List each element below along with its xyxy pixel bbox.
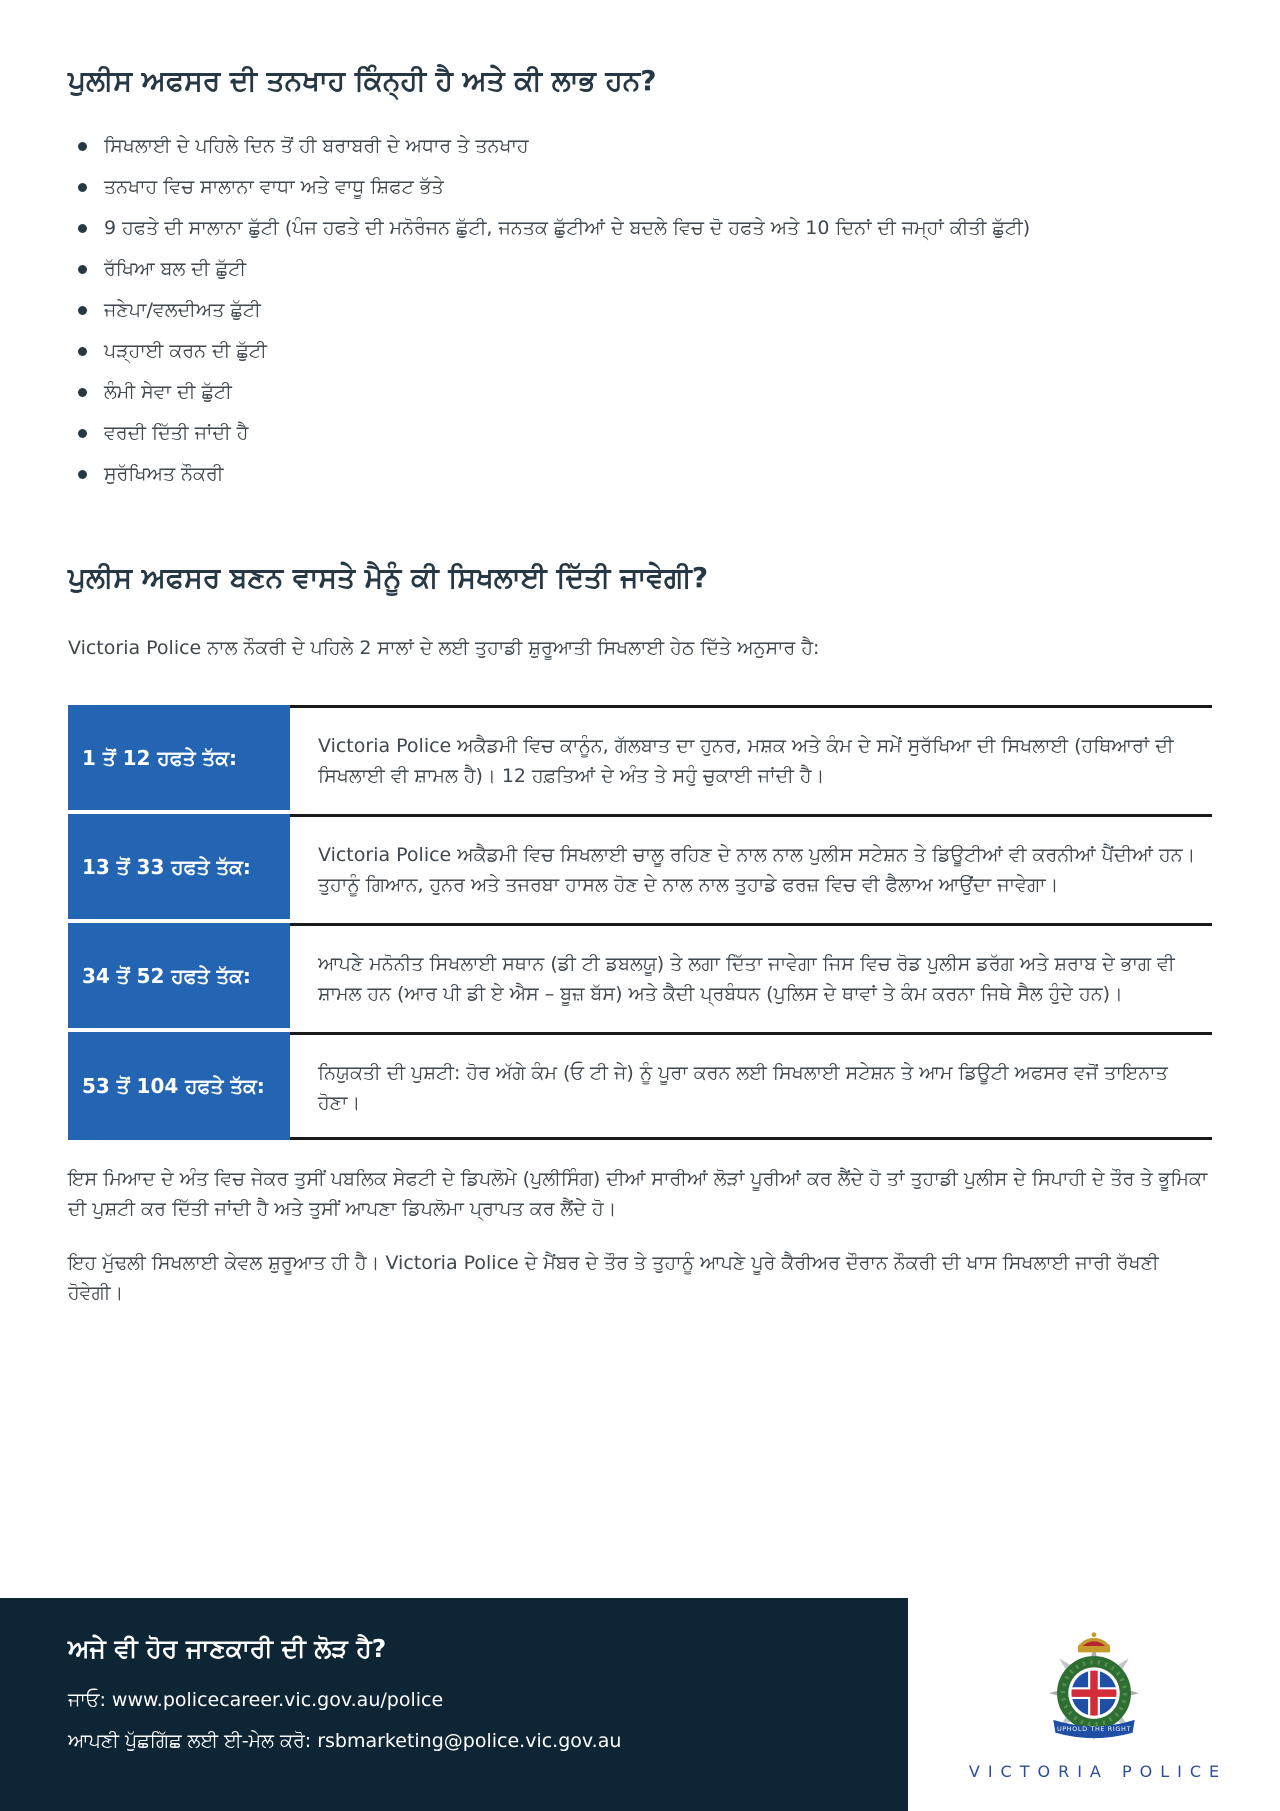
bullet-icon bbox=[78, 183, 87, 192]
table-row bbox=[68, 814, 1212, 919]
list-item bbox=[68, 462, 1212, 487]
list-item bbox=[68, 257, 1212, 282]
bullet-icon bbox=[78, 470, 87, 479]
week-range-description: Victoria Police ਅਕੈਡਮੀ ਵਿਚ ਕਾਨੂੰਨ, ਗੱਲਬਾਤ ਦਾ ਹੁਨਰ, ਮਸ਼ਕ ਅਤੇ ਕੰਮ ਦੇ ਸਮੇਂ ਸੁਰੱਖਿਆ ਦੀ ਸਿਖਲਾਈ (ਹਥਿਆਰਾਂ ਦੀ ਸਿਖਲਾਈ ਵੀ ਸ਼ਾਮਲ ਹੈ)। 12 ਹਫ਼ਤਿਆਂ ਦੇ ਅੰਤ ਤੇ ਸਹੁੰ ਚੁਕਾਈ ਜਾਂਦੀ ਹੈ। bbox=[290, 705, 1212, 810]
bullet-icon bbox=[78, 429, 87, 438]
list-item bbox=[68, 134, 1212, 159]
list-item bbox=[68, 298, 1212, 323]
victoria-police-crest-icon bbox=[1019, 1632, 1169, 1750]
bullet-text: ਲੰਮੀ ਸੇਵਾ ਦੀ ਛੁੱਟੀ bbox=[104, 381, 232, 403]
visit-label: ਜਾਓ: bbox=[68, 1689, 106, 1711]
bullet-text: ਸਿਖਲਾਈ ਦੇ ਪਹਿਲੇ ਦਿਨ ਤੋਂ ਹੀ ਬਰਾਬਰੀ ਦੇ ਅਧਾਰ ਤੇ ਤਨਖਾਹ bbox=[104, 135, 529, 157]
bullet-icon bbox=[78, 142, 87, 151]
email-line bbox=[68, 1729, 878, 1753]
list-item bbox=[68, 380, 1212, 405]
training-outro-paragraph: ਇਹ ਮੁੱਢਲੀ ਸਿਖਲਾਈ ਕੇਵਲ ਸ਼ੁਰੂਆਤ ਹੀ ਹੈ। Victoria Police ਦੇ ਮੈਂਬਰ ਦੇ ਤੌਰ ਤੇ ਤੁਹਾਨੂੰ ਆਪਣੇ ਪੂਰੇ ਕੈਰੀਅਰ ਦੌਰਾਨ ਨੌਕਰੀ ਦੀ ਖਾਸ ਸਿਖਲਾਈ ਜਾਰੀ ਰੱਖਣੀ ਹੋਵੇਗੀ। bbox=[68, 1252, 1159, 1304]
bullet-text: 9 ਹਫਤੇ ਦੀ ਸਾਲਾਨਾ ਛੁੱਟੀ (ਪੰਜ ਹਫਤੇ ਦੀ ਮਨੋਰੰਜਨ ਛੁੱਟੀ, ਜਨਤਕ ਛੁੱਟੀਆਂ ਦੇ ਬਦਲੇ ਵਿਚ ਦੋ ਹਫਤੇ ਅਤੇ 10 ਦਿਨਾਂ ਦੀ ਜਮ੍ਹਾਂ ਕੀਤੀ ਛੁੱਟੀ) bbox=[104, 217, 1031, 239]
bullet-text: ਤਨਖਾਹ ਵਿਚ ਸਾਲਾਨਾ ਵਾਧਾ ਅਤੇ ਵਾਧੂ ਸ਼ਿਫਟ ਭੱਤੇ bbox=[104, 176, 444, 198]
list-item bbox=[68, 216, 1212, 241]
list-item bbox=[68, 339, 1212, 364]
benefits-heading: ਪੁਲੀਸ ਅਫਸਰ ਦੀ ਤਨਖਾਹ ਕਿੰਨ੍ਹੀ ਹੈ ਅਤੇ ਕੀ ਲਾਭ ਹਨ? bbox=[68, 64, 657, 97]
website-line bbox=[68, 1688, 878, 1712]
bullet-icon bbox=[78, 347, 87, 356]
footer-contact-panel bbox=[0, 1598, 908, 1811]
bullet-text: ਪੜ੍ਹਾਈ ਕਰਨ ਦੀ ਛੁੱਟੀ bbox=[104, 340, 267, 362]
table-row bbox=[68, 1032, 1212, 1140]
table-row bbox=[68, 923, 1212, 1028]
bullet-icon bbox=[78, 224, 87, 233]
website-url: www.policecareer.vic.gov.au/police bbox=[111, 1689, 444, 1711]
bullet-text: ਸੁਰੱਖਿਅਤ ਨੌਕਰੀ bbox=[104, 463, 224, 485]
bullet-icon bbox=[78, 265, 87, 274]
bullet-icon bbox=[78, 306, 87, 315]
week-range-label: 13 ਤੋਂ 33 ਹਫਤੇ ਤੱਕ: bbox=[68, 814, 290, 919]
victoria-police-wordmark: VICTORIA POLICE bbox=[968, 1762, 1228, 1781]
benefits-section bbox=[68, 0, 1212, 487]
week-range-description: ਆਪਣੇ ਮਨੋਨੀਤ ਸਿਖਲਾਈ ਸਥਾਨ (ਡੀ ਟੀ ਡਬਲਯੂ) ਤੇ ਲਗਾ ਦਿੱਤਾ ਜਾਵੇਗਾ ਜਿਸ ਵਿਚ ਰੋਡ ਪੁਲੀਸ ਡਰੱਗ ਅਤੇ ਸ਼ਰਾਬ ਦੇ ਭਾਗ ਵੀ ਸ਼ਾਮਲ ਹਨ (ਆਰ ਪੀ ਡੀ ਏ ਐਸ – ਬੂਜ਼ ਬੱਸ) ਅਤੇ ਕੈਦੀ ਪ੍ਰਬੰਧਨ (ਪੁਲਿਸ ਦੇ ਥਾਵਾਂ ਤੇ ਕੰਮ ਕਰਨਾ ਜਿਥੇ ਸੈਲ ਹੁੰਦੇ ਹਨ)। bbox=[290, 923, 1212, 1028]
email-label: ਆਪਣੀ ਪੁੱਛਗਿੱਛ ਲਈ ਈ-ਮੇਲ ਕਰੋ: bbox=[68, 1730, 312, 1752]
training-schedule-table bbox=[68, 705, 1212, 1140]
benefits-list bbox=[68, 134, 1212, 487]
crest-motto-text: UPHOLD THE RIGHT bbox=[1056, 1725, 1132, 1734]
week-range-description: Victoria Police ਅਕੈਡਮੀ ਵਿਚ ਸਿਖਲਾਈ ਚਾਲੂ ਰਹਿਣ ਦੇ ਨਾਲ ਨਾਲ ਪੁਲੀਸ ਸਟੇਸ਼ਨ ਤੇ ਡਿਊਟੀਆਂ ਵੀ ਕਰਨੀਆਂ ਪੈਂਦੀਆਂ ਹਨ। ਤੁਹਾਨੂੰ ਗਿਆਨ, ਹੁਨਰ ਅਤੇ ਤਜਰਬਾ ਹਾਸਲ ਹੋਣ ਦੇ ਨਾਲ ਨਾਲ ਤੁਹਾਡੇ ਫਰਜ਼ ਵਿਚ ਵੀ ਫੈਲਾਅ ਆਉਂਦਾ ਜਾਵੇਗਾ। bbox=[290, 814, 1212, 919]
table-row bbox=[68, 705, 1212, 810]
week-range-description: ਨਿਯੁਕਤੀ ਦੀ ਪੁਸ਼ਟੀ: ਹੋਰ ਅੱਗੇ ਕੰਮ (ਓ ਟੀ ਜੇ) ਨੂੰ ਪੂਰਾ ਕਰਨ ਲਈ ਸਿਖਲਾਈ ਸਟੇਸ਼ਨ ਤੇ ਆਮ ਡਿਊਟੀ ਅਫਸਰ ਵਜੋਂ ਤਾਇਨਾਤ ਹੋਣਾ। bbox=[290, 1032, 1212, 1140]
training-heading: ਪੁਲੀਸ ਅਫਸਰ ਬਣਨ ਵਾਸਤੇ ਮੈਨੂੰ ਕੀ ਸਿਖਲਾਈ ਦਿੱਤੀ ਜਾਵੇਗੀ? bbox=[68, 561, 709, 594]
week-range-label: 1 ਤੋਂ 12 ਹਫਤੇ ਤੱਕ: bbox=[68, 705, 290, 810]
list-item bbox=[68, 175, 1212, 200]
bullet-text: ਰੱਖਿਆ ਬਲ ਦੀ ਛੁੱਟੀ bbox=[104, 258, 247, 280]
crown-icon bbox=[1078, 1632, 1110, 1652]
victoria-police-logo bbox=[908, 1598, 1280, 1811]
bullet-text: ਵਰਦੀ ਦਿੱਤੀ ਜਾਂਦੀ ਹੈ bbox=[104, 422, 249, 444]
training-outro-paragraph: ਇਸ ਮਿਆਦ ਦੇ ਅੰਤ ਵਿਚ ਜੇਕਰ ਤੁਸੀਂ ਪਬਲਿਕ ਸੇਫਟੀ ਦੇ ਡਿਪਲੋਮੇ (ਪੁਲੀਸਿੰਗ) ਦੀਆਂ ਸਾਰੀਆਂ ਲੋੜਾਂ ਪੂਰੀਆਂ ਕਰ ਲੈਂਦੇ ਹੋ ਤਾਂ ਤੁਹਾਡੀ ਪੁਲੀਸ ਦੇ ਸਿਪਾਹੀ ਦੇ ਤੌਰ ਤੇ ਭੂਮਿਕਾ ਦੀ ਪੁਸ਼ਟੀ ਕਰ ਦਿੱਤੀ ਜਾਂਦੀ ਹੈ ਅਤੇ ਤੁਸੀਂ ਆਪਣਾ ਡਿਪਲੋਮਾ ਪ੍ਰਾਪਤ ਕਰ ਲੈਂਦੇ ਹੋ। bbox=[68, 1168, 1208, 1220]
training-intro: Victoria Police ਨਾਲ ਨੌਕਰੀ ਦੇ ਪਹਿਲੇ 2 ਸਾਲਾਂ ਦੇ ਲਈ ਤੁਹਾਡੀ ਸ਼ੁਰੂਆਤੀ ਸਿਖਲਾਈ ਹੇਠ ਦਿੱਤੇ ਅਨੁਸਾਰ ਹੈ: bbox=[68, 637, 820, 659]
training-section bbox=[68, 503, 1212, 1308]
bullet-icon bbox=[78, 388, 87, 397]
page-footer bbox=[0, 1598, 1280, 1811]
footer-heading: ਅਜੇ ਵੀ ਹੋਰ ਜਾਣਕਾਰੀ ਦੀ ਲੋੜ ਹੈ? bbox=[68, 1634, 387, 1663]
email-address: rsbmarketing@police.vic.gov.au bbox=[317, 1730, 622, 1752]
bullet-text: ਜਣੇਪਾ/ਵਲਦੀਅਤ ਛੁੱਟੀ bbox=[104, 299, 261, 321]
week-range-label: 34 ਤੋਂ 52 ਹਫਤੇ ਤੱਕ: bbox=[68, 923, 290, 1028]
list-item bbox=[68, 421, 1212, 446]
week-range-label: 53 ਤੋਂ 104 ਹਫਤੇ ਤੱਕ: bbox=[68, 1032, 290, 1140]
